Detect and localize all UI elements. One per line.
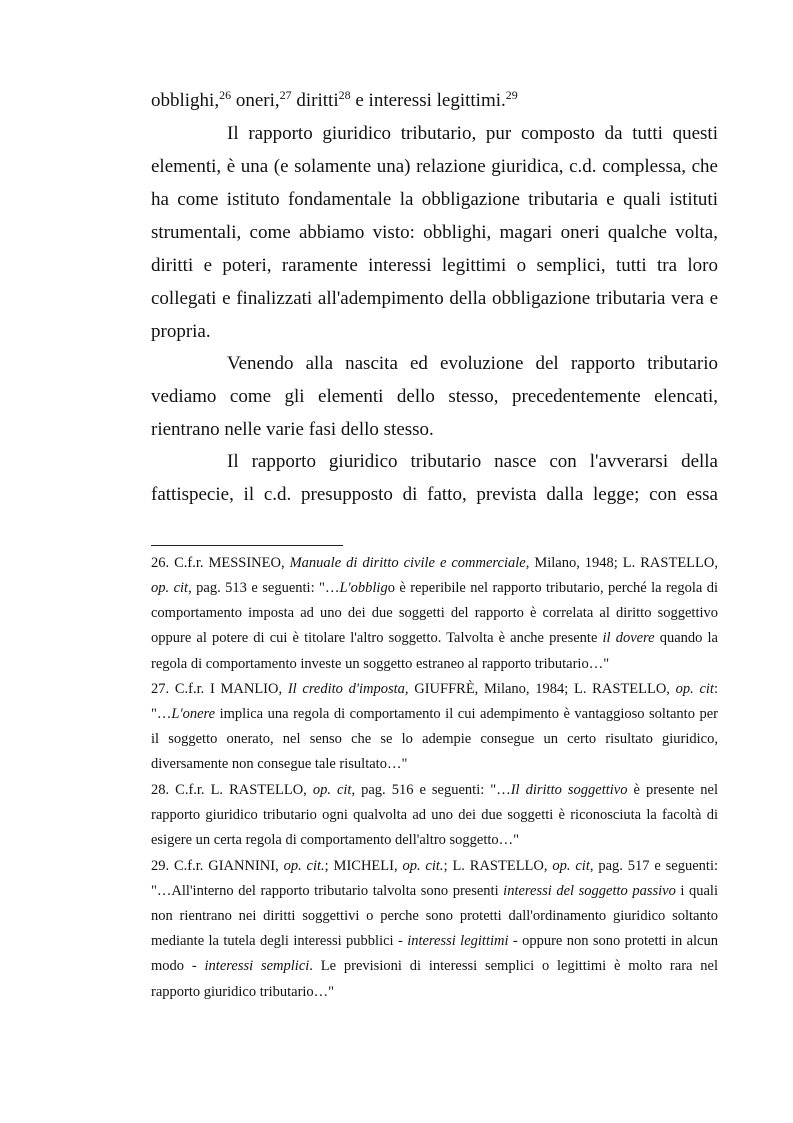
footnote-27-line-3: il soggetto onerato, nel senso che se lo adempie consegue un certo risultato giuridico, [151,731,718,747]
body-line-3: elementi, è una (e solamente una) relazione giuridica, c.d. complessa, che [151,156,718,177]
footnote-29-line-2 [151,884,718,899]
text: o è reperibile nel rapporto tributario, perché la regola di [387,580,719,596]
footnote-26-line-1 [151,556,718,571]
text: oppure al potere di cui è titolare l'altro soggetto. Talvolta è anche presente [151,630,603,646]
footnote-27-line-2 [151,707,718,722]
footnote-ref-27[interactable]: 27 [279,88,292,102]
text: quando la [654,630,718,646]
body-line-9: Venendo alla nascita ed evoluzione del rapporto tributario [227,353,718,374]
text: ; L. RASTELLO, [443,858,553,874]
text: implica una regola di comportamento il cui adempimento è vantaggioso soltanto per [215,706,718,722]
footnote-26-line-5: regola di comportamento investe un soggetto estraneo al rapporto tributario…" [151,656,610,672]
text: è presente nel [627,782,719,798]
citation-title: Manuale di diritto civile e commerciale, [289,555,530,571]
footnote-27-line-1 [151,682,718,697]
footnote-ref-29[interactable]: 29 [505,88,518,102]
text: "… [151,706,172,722]
body-line-10: vediamo come gli elementi dello stesso, precedentemente elencati, [151,386,718,407]
footnote-26-line-4 [151,631,718,646]
footnote-ref-26[interactable]: 26 [219,88,232,102]
text: modo - [151,958,205,974]
text: i quali [675,883,718,899]
text: ; MICHELI, [324,858,403,874]
text: "…All'interno del rapporto tributario talvolta sono presenti [151,883,504,899]
footnote-27-line-4: diversamente non consegue tale risultato…" [151,756,408,772]
text: oneri, [231,90,280,111]
body-line-8: propria. [151,321,211,342]
text: 29. C.f.r. GIANNINI, [151,858,284,874]
footnote-29-line-5 [151,959,718,974]
emphasis: il dovere [602,630,655,646]
footnote-29-line-1 [151,859,718,874]
body-line-12: Il rapporto giuridico tributario nasce con l'avverarsi della [227,451,718,472]
text: 27. C.f.r. I MANLIO, [151,681,288,697]
citation-ref: op. cit [151,580,189,596]
footnote-29-line-6: rapporto giuridico tributario…" [151,984,335,1000]
emphasis: interessi semplici [204,958,310,974]
citation-ref: op. cit [675,681,714,697]
body-line-6: diritti e poteri, raramente interessi legittimi o semplici, tutti tra loro [151,255,718,276]
emphasis: L'obblig [339,580,388,596]
body-line-4: ha come istituto fondamentale la obbligazione tributaria e quali istituti [151,189,718,210]
footnote-26-line-3: comportamento imposta ad uno dei due soggetti del rapporto è correlata al diritto soggettivo [151,605,718,621]
text: , pag. 513 e seguenti: "… [188,580,340,596]
emphasis: interessi legittimi [407,933,509,949]
emphasis: interessi del soggetto passivo [503,883,676,899]
citation-ref: op. cit. [283,858,325,874]
text: , pag. 517 e seguenti: [589,858,719,874]
body-line-5: strumentali, come abbiamo visto: obblighi, magari oneri qualche volta, [151,222,718,243]
emphasis: Il diritto soggettivo [510,782,628,798]
footnote-separator [151,545,343,546]
citation-ref: op. cit. [402,858,444,874]
text: 28. C.f.r. L. RASTELLO, [151,782,313,798]
footnote-28-line-3: esigere un certa regola di comportamento dell'altro soggetto…" [151,832,520,848]
text: mediante la tutela degli interessi pubblici - [151,933,408,949]
body-line-11: rientrano nelle varie fasi dello stesso. [151,419,434,440]
text: diritti [291,90,339,111]
text: GIUFFRÈ, Milano, 1984; L. RASTELLO, [408,681,676,697]
text: . Le previsioni di interessi semplici o legittimi è molto rara nel [309,958,719,974]
citation-ref: op. cit [552,858,590,874]
text: 26. C.f.r. MESSINEO, [151,555,290,571]
footnote-28-line-2: rapporto giuridico tributario ogni qualvolta ad uno dei due soggetti è riconosciuta la facoltà di [151,807,718,823]
footnote-28-line-1 [151,783,718,798]
footnote-ref-28[interactable]: 28 [338,88,351,102]
citation-title: Il credito d'imposta, [287,681,409,697]
body-line-13: fattispecie, il c.d. presupposto di fatto, prevista dalla legge; con essa [151,484,718,505]
emphasis: L'onere [171,706,216,722]
footnote-26-line-2 [151,581,718,596]
text: obblighi, [151,90,220,111]
text: - oppure non sono protetti in alcun [508,933,718,949]
text: Milano, 1948; L. RASTELLO, [529,555,718,571]
body-line-7: collegati e finalizzati all'adempimento della obbligazione tributaria vera e [151,288,718,309]
footnote-29-line-3: non rientrano nei diritti soggettivi o perche sono protetti dall'ordinamento giuridico soltanto [151,908,718,924]
citation-ref: op. cit [312,782,352,798]
text: : [713,681,718,697]
footnote-29-line-4 [151,934,718,949]
body-line-2: Il rapporto giuridico tributario, pur composto da tutti questi [227,123,718,144]
text: , pag. 516 e seguenti: "… [351,782,511,798]
text: e interessi legittimi. [350,90,506,111]
body-line-1 [151,88,718,111]
